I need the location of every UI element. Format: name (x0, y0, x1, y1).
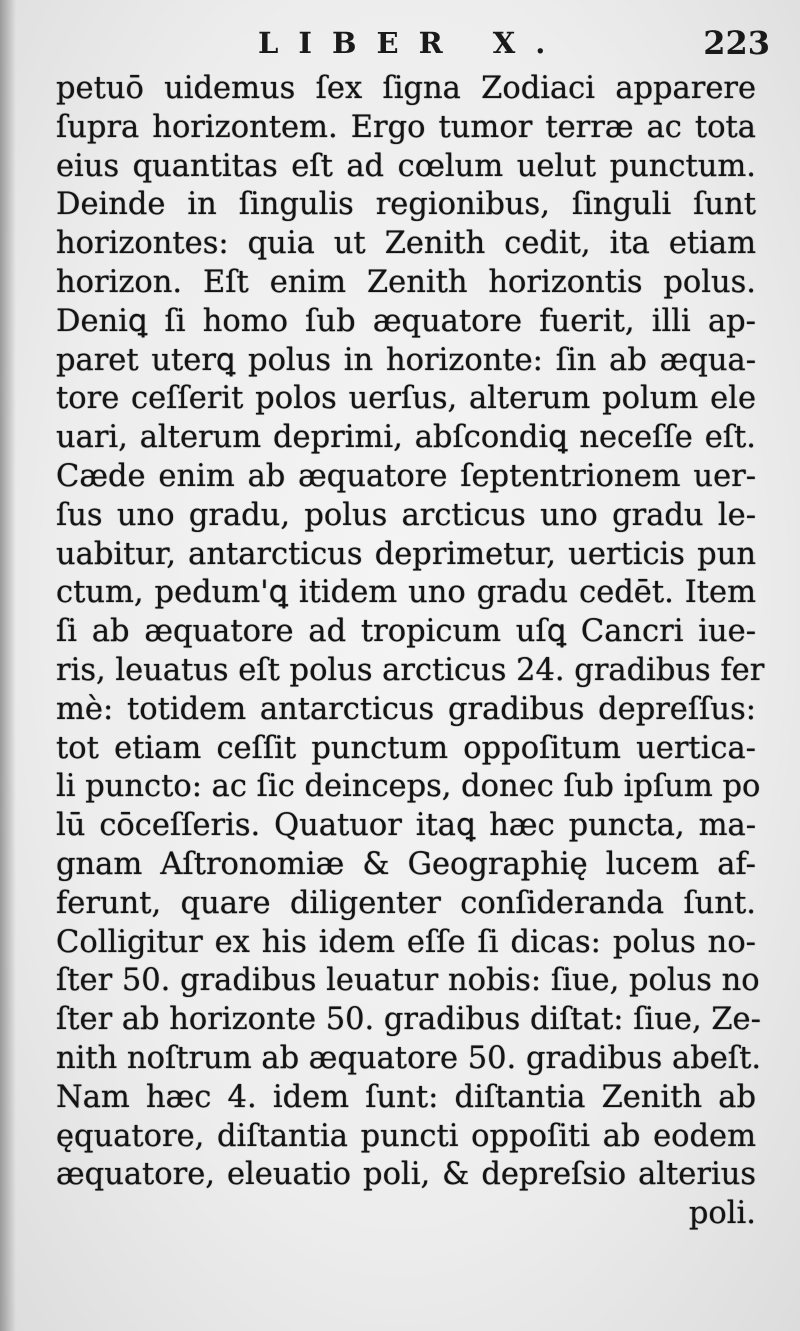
text-line: ſi ab æquatore ad tropicum uſꝗ Cancri iue- (56, 614, 756, 650)
running-head (0, 22, 800, 66)
text-line: eius quantitas eſt ad cœlum uelut punctum. (56, 148, 756, 184)
text-line: ferunt, quare diligenter conſideranda ſunt. (56, 885, 756, 921)
text-line: ſupra horizontem. Ergo tumor terræ ac tota (56, 109, 756, 145)
text-line: lū cōceſſeris. Quatuor itaꝗ hæc puncta, ma- (56, 808, 756, 844)
running-title: LIBER X. (258, 26, 566, 60)
text-line: gnam Aſtronomiæ & Geographię lucem af- (56, 846, 756, 882)
text-line: ctum, pedum'ꝗ itidem uno gradu cedēt. Item (56, 575, 756, 611)
text-line: tore ceſſerit polos uerſus, alterum polum ele (56, 381, 756, 417)
text-line: Deniꝗ ſi homo ſub æquatore fuerit, illi ap- (56, 303, 756, 339)
text-line: Colligitur ex his idem eſſe ſi dicas: polus no- (56, 924, 756, 960)
text-line: tot etiam ceſſit punctum oppoſitum uertica- (56, 730, 756, 766)
text-line-final: poli. (688, 1196, 756, 1232)
text-line: horizontes: quia ut Zenith cedit, ita etiam (56, 226, 756, 262)
text-line: ſter ab horizonte 50. gradibus diſtat: ſiue, Ze- (56, 1002, 761, 1038)
text-line: Nam hæc 4. idem ſunt: diſtantia Zenith ab (56, 1079, 756, 1115)
text-line: uari, alterum deprimi, abſcondiꝗ neceſſe eſt. (56, 420, 756, 456)
text-line: ſter 50. gradibus leuatur nobis: ſiue, polus no (56, 963, 760, 999)
text-line: petuō uidemus ſex ſigna Zodiaci apparere (56, 71, 756, 106)
text-line: uabitur, antarcticus deprimetur, uerticis pun (56, 536, 756, 572)
body-text (56, 70, 765, 1234)
page-gutter-shadow (0, 0, 16, 1331)
text-line: æquatore, eleuatio poli, & depreſsio alterius (56, 1157, 756, 1193)
text-line: horizon. Eſt enim Zenith horizontis polus. (56, 264, 756, 300)
page-number: 223 (703, 24, 770, 62)
text-line: ſus uno gradu, polus arcticus uno gradu le- (56, 497, 756, 533)
text-line: li puncto: ac ſic deinceps, donec ſub ipſum po (56, 769, 761, 805)
text-line: ris, leuatus eſt polus arcticus 24. gradibus fer (56, 652, 765, 688)
text-line: Cæde enim ab æquatore ſeptentrionem uer- (56, 458, 756, 494)
text-line: ęquatore, diſtantia puncti oppoſiti ab eodem (56, 1118, 756, 1154)
text-line: mè: totidem antarcticus gradibus depreſſus: (56, 691, 756, 727)
text-line: paret uterꝗ polus in horizonte: ſin ab æqua- (56, 342, 756, 378)
text-line: nith noſtrum ab æquatore 50. gradibus abeſt. (56, 1040, 762, 1076)
text-line: Deinde in ſingulis regionibus, ſinguli ſunt (56, 187, 756, 223)
